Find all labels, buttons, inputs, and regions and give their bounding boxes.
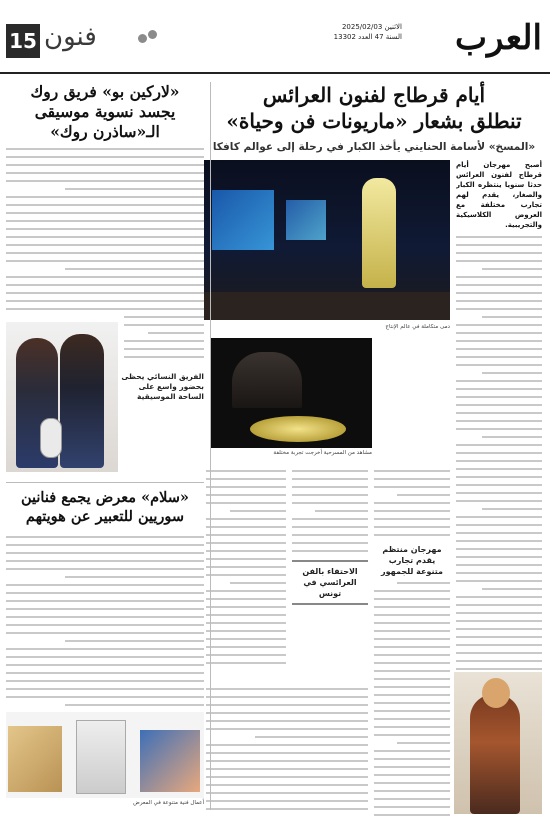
- left-headline-line3: الـ«ساذرن روك»: [50, 122, 160, 141]
- puppet-girl-photo: [454, 672, 542, 814]
- text-lines: [6, 530, 204, 708]
- photo-caption: مشاهد من المسرحية أخرجت تجربة مختلفة: [273, 450, 372, 456]
- main-headline-line1: أيام قرطاج لفنون العرائس: [262, 83, 486, 107]
- newspaper-logo: العرب: [455, 18, 542, 58]
- text-column: [206, 682, 368, 810]
- issue-date: الاثنين 2025/02/03: [341, 23, 402, 31]
- left-headline: [6, 82, 204, 142]
- left-headline-2: [6, 488, 204, 526]
- section-dots-icon: [138, 30, 160, 46]
- left-headline-2-line2: سوريين للتعبير عن هويتهم: [25, 508, 185, 525]
- band-caption: الفريق النسائي يحظى بحضور واسع على الساحة الموسيقية: [121, 372, 204, 401]
- puppet-show-photo: [204, 160, 450, 320]
- main-story-lead: أصبح مهرجان أيام قرطاج لفنون العرائس حدثا سنويا ينتظره الكبار والصغار، يقدم لهم تجارب مختلفة مع العروض الكلاسيكية والتجريبية.: [456, 161, 542, 229]
- photo-caption: أعمال فنية متنوعة في المعرض: [133, 800, 204, 806]
- pull-quote: مهرجان منتظم يقدم تجارب متنوعة للجمهور: [374, 540, 450, 581]
- photo-caption: دمى متكاملة في عالم الإنتاج: [385, 324, 450, 330]
- text-lines: [456, 236, 542, 670]
- left-story: [6, 82, 204, 310]
- section-divider: [6, 482, 204, 483]
- stage-performance-photo: [210, 338, 372, 448]
- masthead: [0, 0, 550, 74]
- main-subheadline: «المسخ» لأسامة الحنايني يأخذ الكبار في رحلة إلى عوالم كافكا: [212, 141, 536, 153]
- left-headline-line2: يجسد نسوية موسيقى: [34, 102, 176, 121]
- main-headline-line2: تنطلق بشعار «ماريونات فن وحياة»: [226, 109, 522, 133]
- page-number: 15: [6, 24, 40, 58]
- art-exhibition-photo: [6, 712, 204, 798]
- text-column: [124, 286, 204, 368]
- text-column: [374, 464, 450, 804]
- text-column: [206, 464, 286, 664]
- left-headline-line1: «لاركين بو» فريق روك: [30, 82, 180, 101]
- main-story-lead-column: [456, 160, 542, 670]
- section-title: فنون: [44, 22, 97, 52]
- left-headline-2-line1: «سلام» معرض يجمع فنانين: [20, 489, 189, 506]
- pull-quote: الاحتفاء بالفن العرائسي في تونس: [292, 560, 368, 605]
- band-photo: [6, 322, 118, 472]
- main-headline: [206, 82, 542, 134]
- issue-info: [334, 22, 402, 42]
- issue-number: السنة 47 العدد 13302: [333, 33, 402, 41]
- column-divider: [210, 82, 211, 810]
